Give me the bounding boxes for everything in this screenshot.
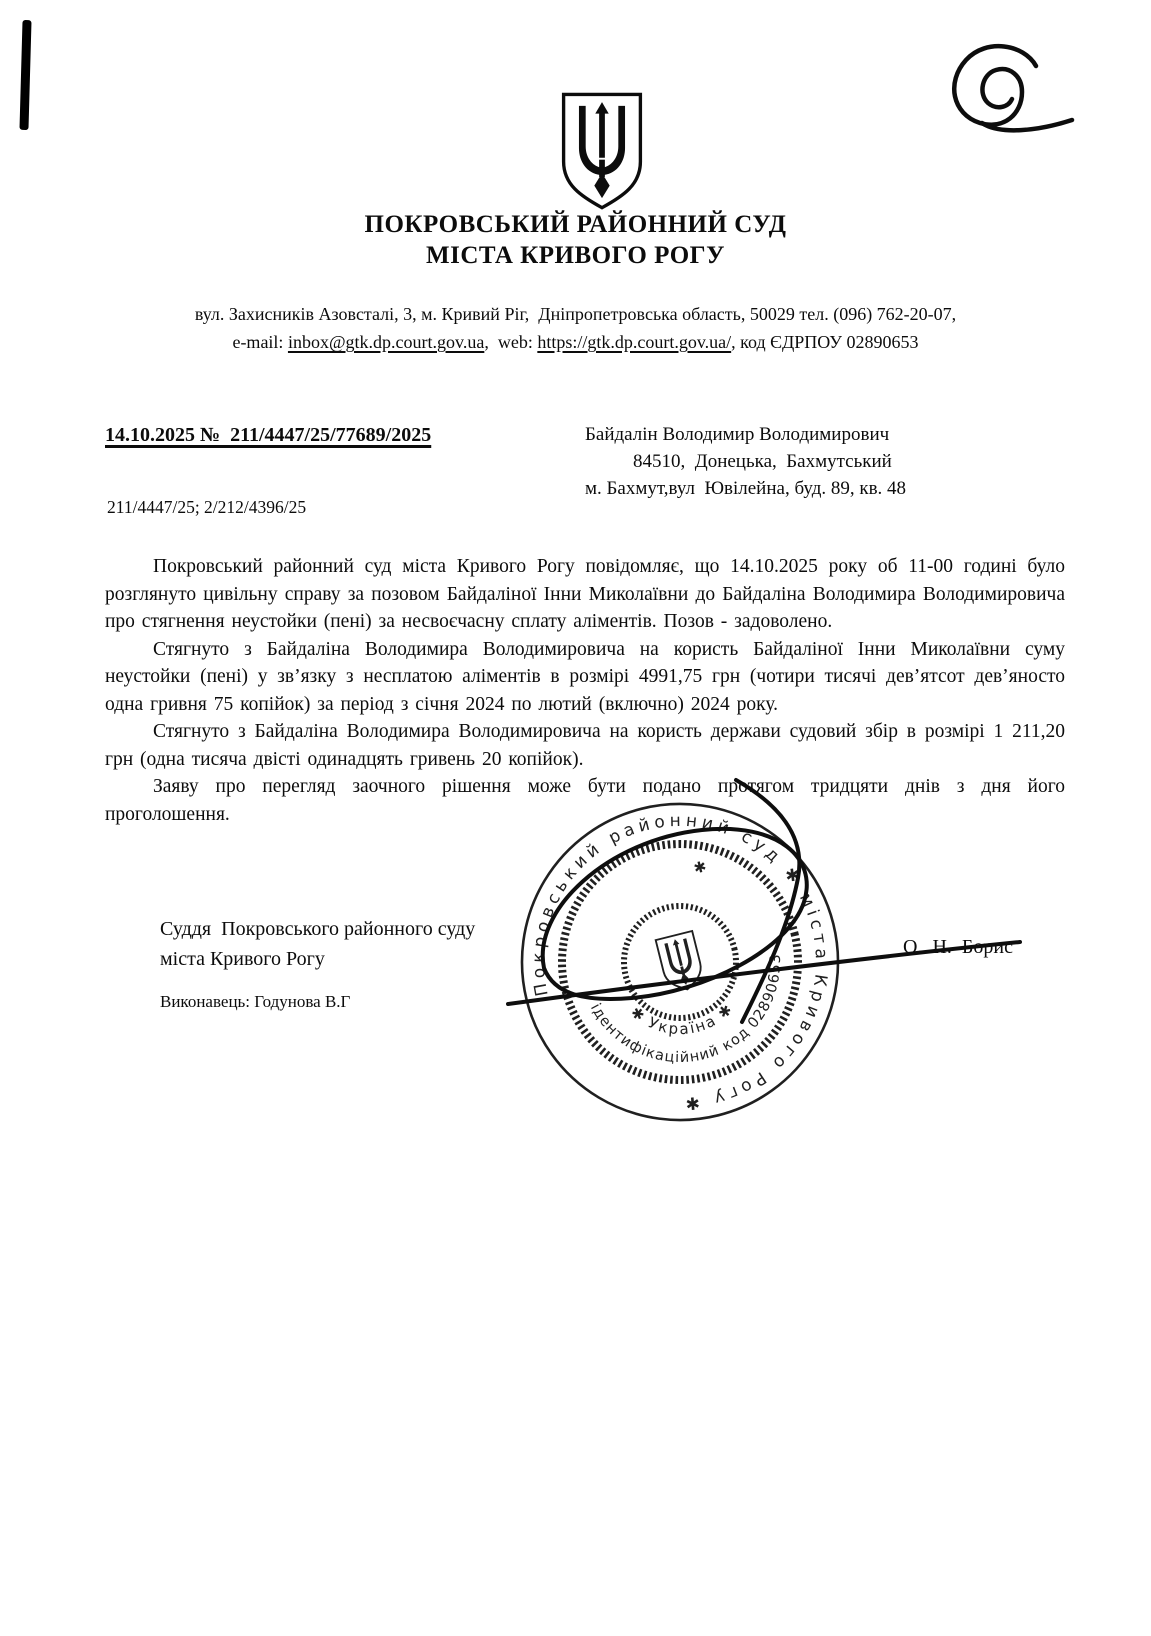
stamp-code-text: ідентифікаційний код 02890653 xyxy=(586,953,785,1067)
handwritten-at-icon xyxy=(938,36,1078,136)
contacts-separator: , xyxy=(484,332,498,352)
court-name-line1: ПОКРОВСЬКИЙ РАЙОННИЙ СУД xyxy=(364,211,787,238)
ukraine-coat-of-arms-icon xyxy=(554,90,650,214)
body-paragraph: Покровський районний суд міста Кривого Рогу повідомляє, що 14.10.2025 року об 11-00 годині було розглянуто цивільну справу за позовом Байдаліної Інни Миколаївни до Байдаліна Володимира Володимировича про стягнення неустойки (пені) за несвоєчасну сплату аліментів. Позов - задоволено. xyxy=(105,556,1065,632)
executor-name: Виконавець: Годунова В.Г xyxy=(160,992,351,1011)
recipient-address-line2: м. Бахмут,вул Ювілейна, буд. 89, кв. 48 xyxy=(585,478,907,499)
web-label: web: xyxy=(497,332,533,352)
court-contacts-line xyxy=(0,332,1151,353)
stamp-star: ✱ xyxy=(691,857,709,878)
recipient-address-line1: 84510, Донецька, Бахмутський xyxy=(633,451,892,472)
body-paragraph: Стягнуто з Байдаліна Володимира Володимировича на користь держави судовий збір в розмірі 1 211,20 грн (одна тисяча двісті одинадцять гривень 20 копійок). xyxy=(105,721,1065,770)
stamp-outer-text: Покровський районний суд ✱ міста Кривого Рогу ✱ xyxy=(528,810,832,1114)
recipient-block xyxy=(585,421,1005,502)
judge-title xyxy=(160,914,475,974)
case-numbers: 211/4447/25; 2/212/4396/25 xyxy=(107,497,307,517)
judge-title-line2: міста Кривого Рогу xyxy=(160,948,325,970)
stamp-country-text: ✱ Україна ✱ xyxy=(627,999,738,1039)
edrpou-code: , код ЄДРПОУ 02890653 xyxy=(731,332,919,352)
body-paragraph: Стягнуто з Байдаліна Володимира Володимировича на користь Байдаліної Інни Миколаївни суму неустойки (пені) у зв’язку з несплатою аліментів в розмірі 4991,75 грн (чотири тисячі дев’ятсот дев’яносто одна гривня 75 копійок) за період з січня 2024 по лютий (включно) 2024 року. xyxy=(105,638,1065,715)
scan-artifact xyxy=(19,20,31,130)
court-website: https://gtk.dp.court.gov.ua/ xyxy=(537,332,732,352)
court-name-line2: МІСТА КРИВОГО РОГУ xyxy=(426,242,725,269)
court-email: inbox@gtk.dp.court.gov.ua xyxy=(287,332,485,352)
outgoing-date-number: 14.10.2025 № 211/4447/25/77689/2025 xyxy=(105,424,432,446)
judge-name: О. Н. Борис xyxy=(903,936,1013,958)
body-paragraph: Заяву про перегляд заочного рішення може бути подано протягом тридцяти днів з дня його проголошення. xyxy=(105,776,1065,825)
court-address-line: вул. Захисників Азовсталі, 3, м. Кривий Ріг, Дніпропетровська область, 50029 тел. (096) 762-20-07, xyxy=(194,304,957,324)
judge-signature-scrawl xyxy=(480,760,1060,1050)
recipient-name: Байдалін Володимир Володимирович xyxy=(585,424,890,445)
judge-title-line1: Суддя Покровського районного суду xyxy=(160,918,476,940)
email-label: e-mail: xyxy=(232,332,284,352)
